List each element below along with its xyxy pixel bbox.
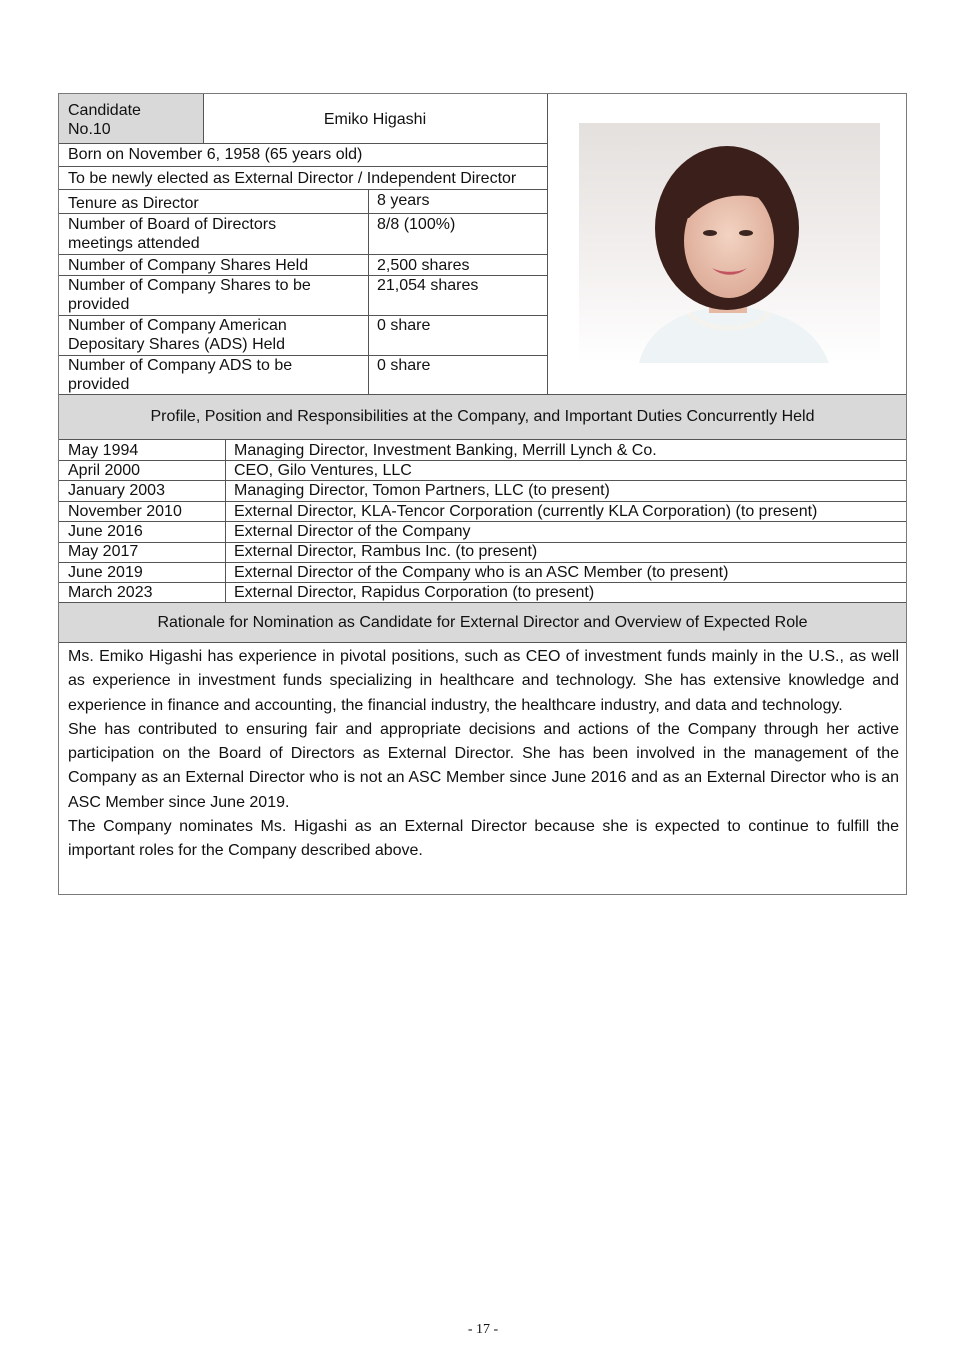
candidate-photo xyxy=(579,123,880,363)
history-desc: External Director of the Company who is an ASC Member (to present) xyxy=(234,564,729,581)
stat-label: Number of Company Shares Held xyxy=(68,257,309,274)
rationale-paragraph: The Company nominates Ms. Higashi as an External Director because she is expected to continue to fulfill the important roles for the Company described above. xyxy=(68,818,899,860)
stat-value: 0 share xyxy=(377,357,431,374)
rationale-paragraph: Ms. Emiko Higashi has experience in pivotal positions, such as CEO of investment funds mainly in the U.S., as well as experience in investment funds specializing in healthcare and technology. She has extensive knowledge and experience in finance and accounting, the financial industry, the healthcare industry, and data and technology. xyxy=(68,648,899,714)
history-date: April 2000 xyxy=(68,462,141,479)
stat-value: 21,054 shares xyxy=(377,277,479,294)
stat-value: 0 share xyxy=(377,317,431,334)
history-date: May 2017 xyxy=(68,543,139,560)
stat-value: 8 years xyxy=(377,192,430,209)
election-type: To be newly elected as External Director / Independent Director xyxy=(68,170,517,187)
candidate-name: Emiko Higashi xyxy=(323,111,427,128)
stat-label: Number of Company Shares to be provided xyxy=(68,277,311,313)
stat-label: Tenure as Director xyxy=(68,195,199,212)
history-date: March 2023 xyxy=(68,584,153,601)
history-desc: External Director, KLA-Tencor Corporation (currently KLA Corporation) (to present) xyxy=(234,503,818,520)
history-desc: External Director of the Company xyxy=(234,523,471,540)
profile-heading: Profile, Position and Responsibilities at the Company, and Important Duties Concurrently Held xyxy=(59,395,906,439)
rationale-heading: Rationale for Nomination as Candidate for External Director and Overview of Expected Role xyxy=(59,603,906,642)
history-desc: Managing Director, Investment Banking, Merrill Lynch & Co. xyxy=(234,442,657,459)
candidate-card xyxy=(58,93,907,895)
history-date: May 1994 xyxy=(68,442,139,459)
history-desc: CEO, Gilo Ventures, LLC xyxy=(234,462,412,479)
page-number: - 17 - xyxy=(467,1322,499,1337)
candidate-number: Candidate No.10 xyxy=(68,102,141,138)
stat-label: Number of Company American Depositary Shares (ADS) Held xyxy=(68,317,287,353)
rationale-paragraph: She has contributed to ensuring fair and appropriate decisions and actions of the Company through her active participation on the Board of Directors as External Director. She has been involved in the management of the Company as an External Director who is not an ASC Member since June 2016 and as an External Director who is an ASC Member since June 2019. xyxy=(68,720,899,811)
history-date: January 2003 xyxy=(68,482,165,499)
history-desc: Managing Director, Tomon Partners, LLC (to present) xyxy=(234,482,610,499)
history-date: November 2010 xyxy=(68,503,182,520)
stat-label: Number of Board of Directors meetings attended xyxy=(68,216,277,252)
history-date: June 2019 xyxy=(68,564,143,581)
history-date: June 2016 xyxy=(68,523,143,540)
stat-value: 8/8 (100%) xyxy=(377,216,456,233)
portrait-image xyxy=(579,123,880,363)
stat-value: 2,500 shares xyxy=(377,257,470,274)
birth-info: Born on November 6, 1958 (65 years old) xyxy=(68,146,363,163)
history-desc: External Director, Rambus Inc. (to present) xyxy=(234,543,538,560)
stat-label: Number of Company ADS to be provided xyxy=(68,357,293,393)
history-desc: External Director, Rapidus Corporation (to present) xyxy=(234,584,595,601)
rationale-text xyxy=(68,645,899,864)
